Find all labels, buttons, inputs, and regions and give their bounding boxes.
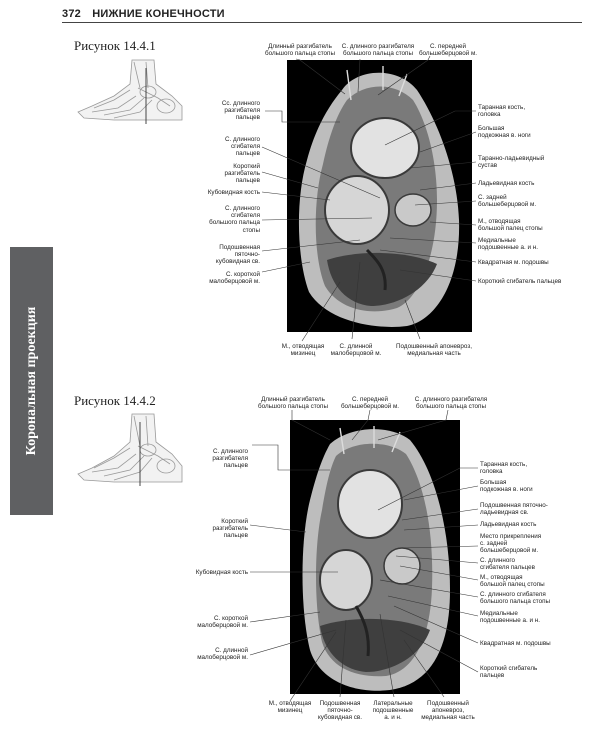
f2-label-right-6: М., отводящая большой палец стопы: [480, 574, 545, 589]
f1-label-top-0: Длинный разгибатель большого пальца стопы: [264, 43, 335, 58]
f1-label-bottom-2: Подошвенный апоневроз, медиальная часть: [396, 343, 472, 358]
f2-label-right-9: Квадратная м. подошвы: [480, 640, 551, 647]
f1-label-bottom-0: М., отводящая мизинец: [281, 343, 325, 358]
running-header: [62, 8, 225, 20]
f2-label-right-2: Подошвенная пяточно- ладьевидная св.: [480, 502, 548, 517]
f2-label-right-0: Таранная кость, головка: [480, 461, 528, 476]
f2-label-bottom-3: Подошвенный апоневроз, медиальная часть: [421, 700, 475, 722]
f1-label-top-1: С. длинного разгибателя большого пальца стопы: [341, 43, 415, 58]
section-title: НИЖНИЕ КОНЕЧНОСТИ: [92, 8, 225, 20]
header-rule: [62, 22, 582, 23]
f2-label-left-3: С. короткой малоберцовой м.: [197, 615, 248, 630]
f2-label-right-10: Короткий сгибатель пальцев: [480, 665, 538, 680]
f1-label-right-8: Короткий сгибатель пальцев: [478, 278, 562, 285]
figure-1-locator-thumbnail: [74, 58, 184, 126]
f2-label-left-1: Короткий разгибатель пальцев: [212, 518, 248, 540]
f1-label-right-2: Таранно-ладьевидный сустав: [478, 155, 545, 170]
f1-label-left-5: Подошвенная пяточно- кубовидная св.: [215, 244, 260, 266]
f1-label-right-4: С. задней большеберцовой м.: [478, 194, 537, 209]
f2-label-right-7: С. длинного сгибателя большого пальца стопы: [480, 591, 551, 606]
f2-label-left-2: Кубовидная кость: [195, 569, 248, 576]
f1-label-right-7: Квадратная м. подошвы: [478, 259, 549, 266]
f2-label-top-2: С. длинного разгибателя большого пальца стопы: [414, 396, 488, 411]
figure-2-locator-thumbnail: [74, 412, 184, 488]
f1-label-bottom-1: С. длинной малоберцовой м.: [330, 343, 382, 358]
f1-label-left-6: С. короткой малоберцовой м.: [209, 271, 260, 286]
figure-2-title: Рисунок 14.4.2: [74, 393, 156, 408]
f1-label-right-3: Ладьевидная кость: [478, 180, 535, 187]
f1-label-left-1: С. длинного сгибателя пальцев: [224, 136, 260, 158]
f2-label-right-3: Ладьевидная кость: [480, 521, 537, 528]
f2-label-left-0: С. длинного разгибателя пальцев: [212, 448, 248, 470]
f2-label-right-8: Медиальные подошвенные а. и н.: [480, 610, 541, 625]
f1-label-right-5: М., отводящая большой палец стопы: [478, 218, 543, 233]
figure-1-title: Рисунок 14.4.1: [74, 38, 156, 53]
f2-label-bottom-1: Подошвенная пяточно- кубовидная св.: [317, 700, 363, 722]
side-tab-label: Корональная проекция: [23, 306, 39, 456]
f1-label-right-0: Таранная кость, головка: [478, 104, 526, 119]
f2-label-right-4: Место прикрепления с. задней большеберцовой м.: [480, 533, 542, 555]
f1-label-left-2: Короткий разгибатель пальцев: [224, 163, 260, 185]
f1-label-left-3: Кубовидная кость: [207, 189, 260, 196]
f1-label-right-6: Медиальные подошвенные а. и н.: [478, 237, 539, 252]
f2-label-right-1: Большая подкожная в. ноги: [480, 479, 533, 494]
figure-1-mri-image: [287, 60, 472, 332]
figure-2-mri-image: [290, 420, 460, 694]
side-tab: [10, 247, 53, 515]
f1-label-left-0: Сс. длинного разгибателя пальцев: [221, 100, 260, 122]
f1-label-top-2: С. передней большеберцовой м.: [418, 43, 478, 58]
f2-label-top-1: С. передней большеберцовой м.: [340, 396, 400, 411]
f2-label-top-0: Длинный разгибатель большого пальца стопы: [257, 396, 328, 411]
f1-label-left-4: С. длинного сгибателя большого пальца стопы: [209, 205, 260, 234]
page-number: 372: [62, 8, 81, 20]
f2-label-bottom-2: Латеральные подошвенные а. и н.: [372, 700, 414, 722]
f1-label-right-1: Большая подкожная в. ноги: [478, 125, 531, 140]
f2-label-left-4: С. длинной малоберцовой м.: [197, 647, 248, 662]
f2-label-bottom-0: М., отводящая мизинец: [268, 700, 312, 715]
f2-label-right-5: С. длинного сгибателя пальцев: [480, 557, 535, 572]
